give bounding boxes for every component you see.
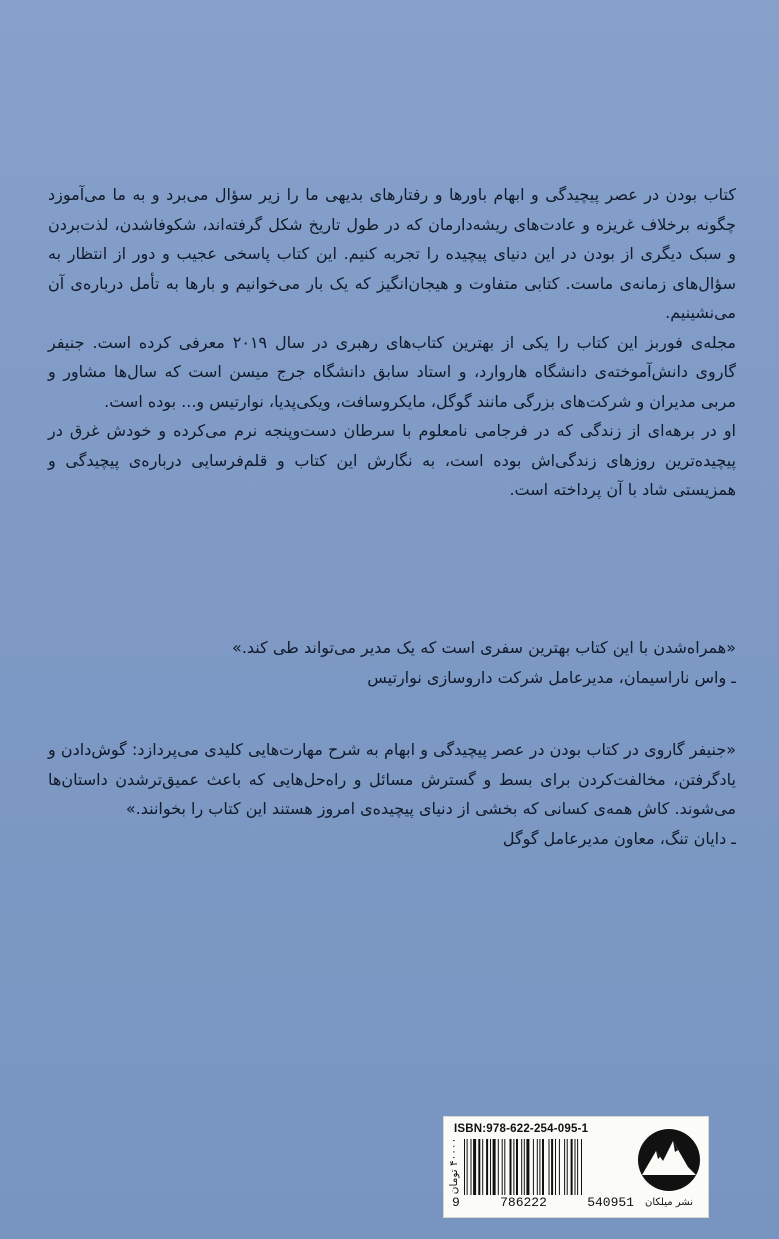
- description-paragraph-1: کتاب بودن در عصر پیچیدگی و ابهام باورها و رفتارهای بدیهی ما را زیر سؤال می‌برد و به ما می‌آموزد چگونه برخلاف غریزه و عادت‌های ریشه‌دارمان که در طول تاریخ شکل گرفته‌اند، شکوفاشدن، لذت‌بردن و سبک دیگری از بودن در این دنیای پیچیده را تجربه کنیم. این کتاب پاسخی عجیب و دور از انتظار به سؤال‌های زمانه‌ی ماست. کتابی متفاوت و هیجان‌انگیز که یک بار می‌خوانیم و بارها به تأمل درباره‌ی آن می‌نشینیم.: [48, 185, 736, 322]
- barcode-bar: [504, 1139, 505, 1195]
- price-label: ۴۰۰۰۰ تومان: [448, 1137, 460, 1195]
- barcode-bar: [467, 1139, 468, 1195]
- barcode-bar: [539, 1139, 540, 1195]
- barcode-bar: [551, 1139, 553, 1195]
- barcode-bar: [471, 1139, 472, 1195]
- isbn-number: ISBN:978-622-254-095-1: [454, 1123, 589, 1135]
- barcode-bar: [498, 1139, 499, 1195]
- description-paragraph-2: مجله‌ی فوربز این کتاب را یکی از بهترین کتاب‌های رهبری در سال ۲۰۱۹ معرفی کرده است. جنیفر گاروی دانش‌آموخته‌ی دانشگاه هاروارد، و استاد سابق دانشگاه جرج میسن است که سال‌ها مشاور و مربی مدیران و شرکت‌های بزرگی مانند گوگل، مایکروسافت، ویکی‌پدیا، نوارتیس و... بوده است.: [48, 332, 736, 411]
- endorsement-1-text: «همراه‌شدن با این کتاب بهترین سفری است که یک مدیر می‌تواند طی کند.»: [232, 638, 736, 657]
- barcode-bar: [510, 1139, 512, 1195]
- barcode-bar: [571, 1139, 573, 1195]
- barcode-bar: [537, 1139, 538, 1195]
- barcode-bar: [577, 1139, 578, 1195]
- barcode-bar: [555, 1139, 556, 1195]
- barcode-bar: [581, 1139, 582, 1195]
- endorsement-2-text: «جنیفر گاروی در کتاب بودن در عصر پیچیدگی و ابهام به شرح مهارت‌هایی کلیدی می‌پردازد: گوش‌دادن و یادگرفتن، مخالفت‌کردن برای بسط و گسترش مسائل و راه‌حل‌هایی که باعث عمیق‌ترشدن داستان‌ها می‌شوند. کاش همه‌ی کسانی که بخشی از دنیای پیچیده‌ی امروز هستند این کتاب را بخوانند.»: [48, 740, 736, 818]
- barcode-bar: [516, 1139, 518, 1195]
- publisher-name: نشر میلکان: [645, 1197, 693, 1208]
- barcode-bar: [542, 1139, 544, 1195]
- barcode-bar: [521, 1139, 522, 1195]
- barcode-digit-group-1: 786222: [500, 1195, 547, 1210]
- barcode-bar: [575, 1139, 576, 1195]
- barcode-digit-first: 9: [452, 1195, 460, 1210]
- barcode-bar: [567, 1139, 568, 1195]
- barcode-bar: [549, 1139, 550, 1195]
- barcode-bar: [513, 1139, 514, 1195]
- barcode-bar: [490, 1139, 491, 1195]
- barcode-digits: [452, 1195, 634, 1210]
- barcode-bar: [493, 1139, 496, 1195]
- endorsement-2: [48, 735, 736, 853]
- barcode-bar: [502, 1139, 503, 1195]
- endorsement-2-attribution: ـ دایان تنگ، معاون مدیرعامل گوگل: [502, 828, 736, 848]
- barcode-bar: [559, 1139, 560, 1195]
- mountain-logo-icon: [636, 1127, 702, 1193]
- barcode-bar: [564, 1139, 565, 1195]
- endorsement-1-attribution: ـ واس ناراسیمان، مدیرعامل شرکت داروسازی نوارتیس: [367, 667, 736, 687]
- description-paragraph-3: او در برهه‌ای از زندگی که در فرجامی نامعلوم با سرطان دست‌وپنجه نرم می‌کرده و خودش غرق در پیچیده‌ترین روزهای زندگی‌اش بوده است، به نگارش این کتاب و قلم‌فرسایی درباره‌ی پیچیدگی و همزیستی شاد با آن پرداخته است.: [48, 421, 736, 499]
- barcode-bar: [526, 1139, 529, 1195]
- barcode-bar: [464, 1139, 465, 1195]
- barcode-bar: [473, 1139, 476, 1195]
- barcode-digit-group-2: 540951: [587, 1195, 634, 1210]
- book-description: [48, 180, 736, 505]
- barcode-bar: [478, 1139, 480, 1195]
- barcode-bar: [482, 1139, 483, 1195]
- barcode-bars: [464, 1139, 632, 1195]
- endorsement-1: [48, 633, 736, 692]
- barcode-bar: [486, 1139, 488, 1195]
- barcode-panel: [443, 1116, 709, 1218]
- barcode-bar: [524, 1139, 525, 1195]
- barcode-bar: [533, 1139, 534, 1195]
